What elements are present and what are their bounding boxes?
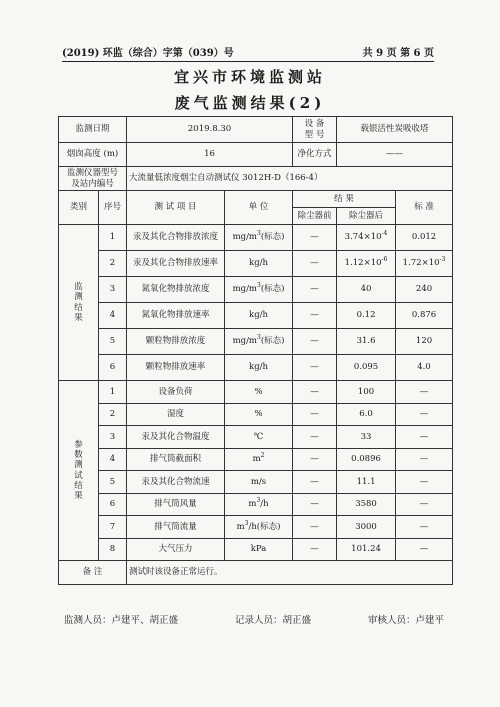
remarks-label: 备 注: [59, 561, 127, 585]
instrument-label-line1: 监测仪器型号: [67, 168, 119, 179]
monitoring-row: [59, 277, 453, 303]
parameter-row: [59, 493, 453, 516]
page-info: 共 9 页 第 6 页: [362, 48, 434, 59]
item-cell: 汞及其化合物排放浓度: [127, 225, 225, 251]
item-cell: 汞及其化合物流速: [127, 471, 225, 494]
category-parameters-char: 参: [74, 439, 83, 450]
seq-cell: 2: [99, 251, 127, 277]
header-row: [59, 191, 453, 208]
after-value: 31.6: [356, 336, 376, 347]
unit-cell: [225, 403, 293, 426]
seq-cell: 7: [99, 516, 127, 539]
seq-cell: 1: [99, 225, 127, 251]
before-cell: —: [293, 538, 337, 561]
remarks-value: 测试时该设备正常运行。: [127, 561, 453, 585]
standard-value: 0.876: [411, 310, 437, 321]
after-cell: [337, 355, 396, 381]
instrument-label: [59, 167, 127, 191]
category-parameters-char: 结: [74, 480, 83, 491]
unit-cell: [225, 277, 293, 303]
unit-cell: [225, 303, 293, 329]
unit-suffix: (标态): [260, 284, 285, 295]
value-cell: 3000: [337, 516, 396, 539]
unit-cell: [225, 251, 293, 277]
equipment-value: 载银活性炭吸收塔: [337, 117, 453, 143]
unit-suffix: /h(标态): [248, 521, 281, 532]
category-monitoring-char: 结: [74, 302, 83, 313]
category-monitoring-char: 监: [74, 282, 83, 293]
header-category: 类别: [59, 191, 99, 225]
monitors-text: 监测人员：卢建平、胡正盛: [64, 615, 179, 626]
monitoring-row: [59, 355, 453, 381]
after-value: 0.095: [353, 362, 379, 373]
category-parameters-char: 数: [74, 450, 83, 461]
value-cell: 0.0896: [337, 448, 396, 471]
monitoring-row: [59, 225, 453, 251]
standard-value: 4.0: [417, 362, 431, 373]
standard-cell: —: [396, 403, 453, 426]
recorder-text: 记录人员：胡正盛: [234, 615, 311, 626]
item-cell: 设备负荷: [127, 381, 225, 404]
purification-label: 净化方式: [293, 143, 337, 167]
monitoring-row: [59, 303, 453, 329]
item-cell: 颗粒物排放速率: [127, 355, 225, 381]
before-cell: —: [293, 329, 337, 355]
parameter-row: [59, 381, 453, 404]
remarks-row: [59, 561, 453, 585]
before-cell: —: [293, 381, 337, 404]
header-before: 除尘器前: [293, 208, 337, 225]
signature-footer: [64, 612, 444, 626]
date-row: [59, 117, 453, 143]
before-cell: —: [293, 355, 337, 381]
equipment-label-line1: 设 备: [304, 119, 325, 130]
standard-cell: —: [396, 538, 453, 561]
before-cell: —: [293, 426, 337, 449]
before-cell: —: [293, 448, 337, 471]
standard-value: 240: [415, 284, 433, 295]
category-monitoring-char: 果: [74, 312, 83, 323]
unit-cell: [225, 355, 293, 381]
monitoring-row: [59, 329, 453, 355]
unit-text: m: [252, 454, 261, 465]
purification-value: ——: [337, 143, 453, 167]
header-after: 除尘器后: [337, 208, 396, 225]
after-exponent: -4: [381, 230, 388, 238]
document-number: (2019) 环监（综合）字第（039）号: [62, 48, 234, 59]
item-cell: 排气筒风量: [127, 493, 225, 516]
monitoring-row: [59, 251, 453, 277]
parameter-row: [59, 471, 453, 494]
unit-suffix: (标态): [260, 232, 285, 243]
value-cell: 33: [337, 426, 396, 449]
standard-cell: —: [396, 471, 453, 494]
item-cell: 排气筒截面积: [127, 448, 225, 471]
unit-cell: [225, 448, 293, 471]
station-title: 宜兴市环境监测站: [173, 68, 326, 86]
category-parameters-char: 试: [74, 470, 83, 481]
report-title: 废气监测结果(2): [174, 94, 326, 112]
before-cell: —: [293, 493, 337, 516]
after-cell: [337, 251, 396, 277]
value-cell: 6.0: [337, 403, 396, 426]
after-value: 1.12×10: [344, 258, 382, 269]
unit-cell: [225, 493, 293, 516]
value-cell: 3580: [337, 493, 396, 516]
standard-cell: [396, 303, 453, 329]
stack-height-label: 烟囱高度 (m): [59, 143, 127, 167]
stack-row: [59, 143, 453, 167]
results-table: [58, 116, 453, 585]
unit-cell: [225, 225, 293, 251]
item-cell: 汞及其化合物温度: [127, 426, 225, 449]
before-cell: —: [293, 225, 337, 251]
before-cell: —: [293, 471, 337, 494]
instrument-label-line2: 及站内编号: [71, 178, 114, 189]
equipment-label: [293, 117, 337, 143]
parameter-row: [59, 538, 453, 561]
standard-value: 0.012: [411, 232, 437, 243]
unit-superscript: 3: [257, 230, 261, 238]
unit-text: kg/h: [249, 362, 268, 373]
after-cell: [337, 303, 396, 329]
unit-superscript: 3: [256, 497, 261, 505]
parameter-row: [59, 448, 453, 471]
category-parameters-char: 果: [74, 490, 83, 501]
after-value: 0.12: [356, 310, 376, 321]
value-cell: 11.1: [337, 471, 396, 494]
before-cell: —: [293, 277, 337, 303]
seq-cell: 8: [99, 538, 127, 561]
standard-cell: —: [396, 426, 453, 449]
before-cell: —: [293, 251, 337, 277]
category-monitoring: [59, 225, 99, 381]
unit-superscript: 3: [257, 282, 261, 290]
standard-cell: [396, 251, 453, 277]
date-value: 2019.8.30: [127, 117, 293, 143]
seq-cell: 4: [99, 448, 127, 471]
instrument-value: 大流量低浓度烟尘自动测试仪 3012H-D（166-4）: [127, 167, 453, 191]
seq-cell: 3: [99, 277, 127, 303]
unit-text: kg/h: [249, 258, 268, 269]
item-cell: 大气压力: [127, 538, 225, 561]
unit-text: kg/h: [249, 310, 268, 321]
unit-cell: [225, 471, 293, 494]
parameter-row: [59, 516, 453, 539]
unit-text: mg/m: [232, 336, 257, 347]
unit-suffix: (标态): [260, 336, 285, 347]
seq-cell: 4: [99, 303, 127, 329]
unit-cell: [225, 516, 293, 539]
unit-text: m: [236, 521, 245, 532]
standard-exponent: -3: [439, 256, 446, 264]
standard-cell: —: [396, 381, 453, 404]
after-exponent: -6: [381, 256, 388, 264]
unit-suffix: /h: [260, 499, 269, 510]
after-value: 3.74×10: [344, 232, 382, 243]
standard-cell: [396, 225, 453, 251]
seq-cell: 5: [99, 471, 127, 494]
seq-cell: 1: [99, 381, 127, 404]
value-cell: 101.24: [337, 538, 396, 561]
unit-text: mg/m: [232, 284, 257, 295]
standard-cell: [396, 355, 453, 381]
header-result: 结 果: [293, 191, 396, 208]
standard-value: 1.72×10: [402, 258, 440, 269]
after-value: 40: [360, 284, 372, 295]
before-cell: —: [293, 516, 337, 539]
reviewer-text: 审核人员：卢建平: [367, 615, 444, 626]
document-header: [62, 44, 434, 62]
unit-text: ℃: [253, 431, 264, 442]
unit-text: mg/m: [232, 232, 257, 243]
standard-cell: —: [396, 448, 453, 471]
unit-text: %: [254, 409, 263, 420]
seq-cell: 6: [99, 355, 127, 381]
unit-superscript: 2: [260, 452, 265, 460]
unit-cell: [225, 426, 293, 449]
item-cell: 颗粒物排放浓度: [127, 329, 225, 355]
standard-value: 120: [415, 336, 433, 347]
seq-cell: 5: [99, 329, 127, 355]
unit-cell: [225, 329, 293, 355]
parameter-row: [59, 426, 453, 449]
item-cell: 排气筒流量: [127, 516, 225, 539]
item-cell: 湿度: [127, 403, 225, 426]
item-cell: 氮氧化物排放浓度: [127, 277, 225, 303]
header-item: 测 试 项 目: [127, 191, 225, 225]
standard-cell: [396, 277, 453, 303]
after-cell: [337, 277, 396, 303]
category-monitoring-char: 测: [74, 292, 83, 303]
instrument-row: [59, 167, 453, 191]
unit-superscript: 3: [257, 334, 261, 342]
unit-superscript: 3: [244, 519, 249, 527]
seq-cell: 2: [99, 403, 127, 426]
standard-cell: —: [396, 516, 453, 539]
seq-cell: 3: [99, 426, 127, 449]
seq-cell: 6: [99, 493, 127, 516]
after-cell: [337, 225, 396, 251]
unit-cell: [225, 381, 293, 404]
standard-cell: —: [396, 493, 453, 516]
category-parameters: [59, 381, 99, 561]
item-cell: 氮氧化物排放速率: [127, 303, 225, 329]
unit-text: m: [248, 499, 257, 510]
date-label: 监测日期: [59, 117, 127, 143]
unit-text: kPa: [250, 544, 267, 555]
category-parameters-char: 测: [74, 460, 83, 471]
before-cell: —: [293, 403, 337, 426]
value-cell: 100: [337, 381, 396, 404]
stack-height-value: 16: [127, 143, 293, 167]
unit-text: m/s: [250, 476, 267, 487]
item-cell: 汞及其化合物排放速率: [127, 251, 225, 277]
before-cell: —: [293, 303, 337, 329]
equipment-label-line2: 型 号: [304, 129, 325, 140]
header-unit: 单 位: [225, 191, 293, 225]
unit-cell: [225, 538, 293, 561]
unit-text: %: [254, 386, 263, 397]
standard-cell: [396, 329, 453, 355]
parameter-row: [59, 403, 453, 426]
after-cell: [337, 329, 396, 355]
header-standard: 标 准: [396, 191, 453, 225]
header-seq: 序号: [99, 191, 127, 225]
